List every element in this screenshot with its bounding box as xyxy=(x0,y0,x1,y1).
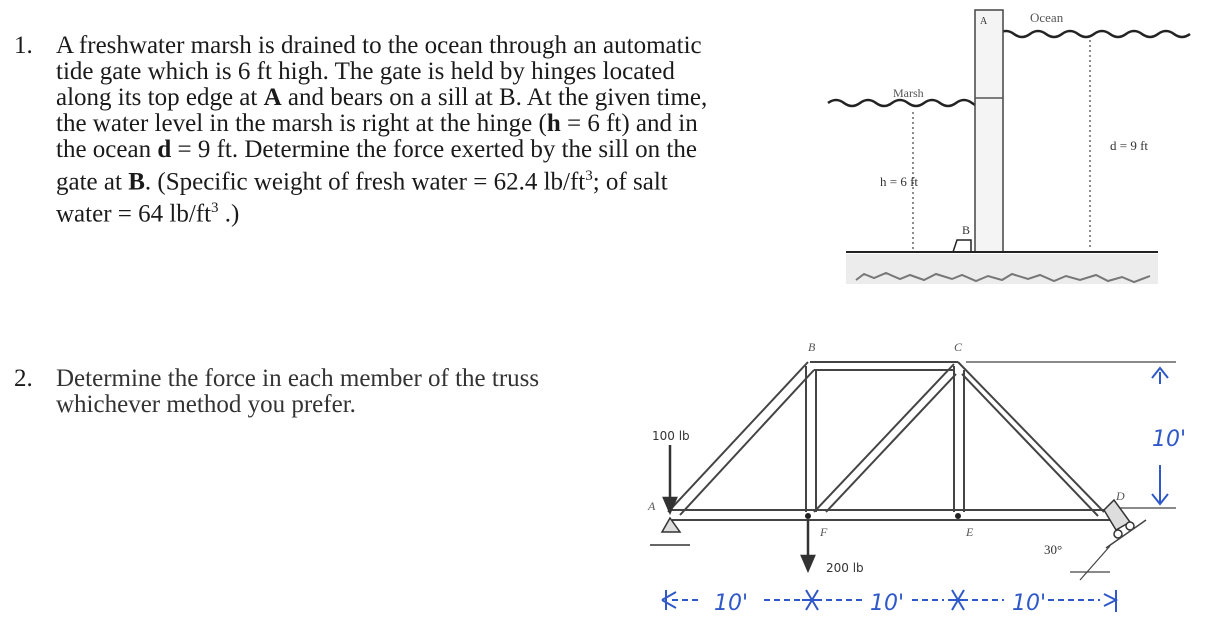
problem-1-line-5: the ocean d = 9 ft. Determine the force exerted by the sill on the xyxy=(56,136,697,163)
marsh-label: Marsh xyxy=(893,86,924,100)
sill-b-label: B xyxy=(962,223,971,237)
problem-2-number: 2. xyxy=(14,365,33,392)
truss-figure xyxy=(650,362,1176,580)
sill-b xyxy=(953,240,971,252)
problem-2-line-1: Determine the force in each member of the truss xyxy=(56,365,540,392)
marsh-surface xyxy=(828,100,988,106)
problem-1-line-6: gate at B. (Specific weight of fresh water = 62.4 $lb/ft^3$; of salt xyxy=(56,168,668,196)
problem-1-line-7: water = 64 $lb/ft^3$ .) xyxy=(56,200,240,228)
gate-wall xyxy=(975,10,1003,252)
h-label: h = 6 ft xyxy=(880,174,919,189)
span-label-3: 10' xyxy=(1012,591,1047,616)
joint-label-d: D xyxy=(1116,489,1125,503)
hinge-a-label: A xyxy=(980,16,988,27)
joint-label-c: C xyxy=(954,340,963,354)
joint-label-a: A xyxy=(648,499,656,513)
joint-label-e: E xyxy=(966,525,974,539)
span-label-1: 10' xyxy=(714,591,749,616)
load-f-label: 200 lb xyxy=(826,561,864,575)
joint-label-f: F xyxy=(820,525,828,539)
ocean-surface xyxy=(998,31,1190,37)
joint-label-b: B xyxy=(808,340,816,354)
problem-1-line-3: along its top edge at A and bears on a sill at B. At the given time, xyxy=(56,84,708,111)
point-b-bold: B xyxy=(128,168,145,196)
member-fc xyxy=(814,364,954,512)
member-cd xyxy=(958,362,1104,512)
height-label: 10' xyxy=(1152,427,1187,452)
d-bold: d xyxy=(157,136,172,163)
problem-1-line-1: A freshwater marsh is drained to the ocean through an automatic xyxy=(56,32,702,59)
problem-1-line-2: tide gate which is 6 ft high. The gate is held by hinges located xyxy=(56,58,675,85)
d-label: d = 9 ft xyxy=(1110,138,1149,153)
angle-label: 30° xyxy=(1044,542,1063,557)
problem-1-line-4: the water level in the marsh is right at the hinge (h = 6 ft) and in xyxy=(56,110,698,137)
span-label-2: 10' xyxy=(870,591,905,616)
truss-joints xyxy=(805,513,961,519)
point-a-bold: A xyxy=(263,84,282,111)
load-a-label: 100 lb xyxy=(652,429,690,443)
problem-1-number: 1. xyxy=(14,32,33,59)
h-bold: h xyxy=(546,110,561,137)
ocean-label: Ocean xyxy=(1030,10,1064,25)
problem-2-line-2: whichever method you prefer. xyxy=(56,391,356,418)
